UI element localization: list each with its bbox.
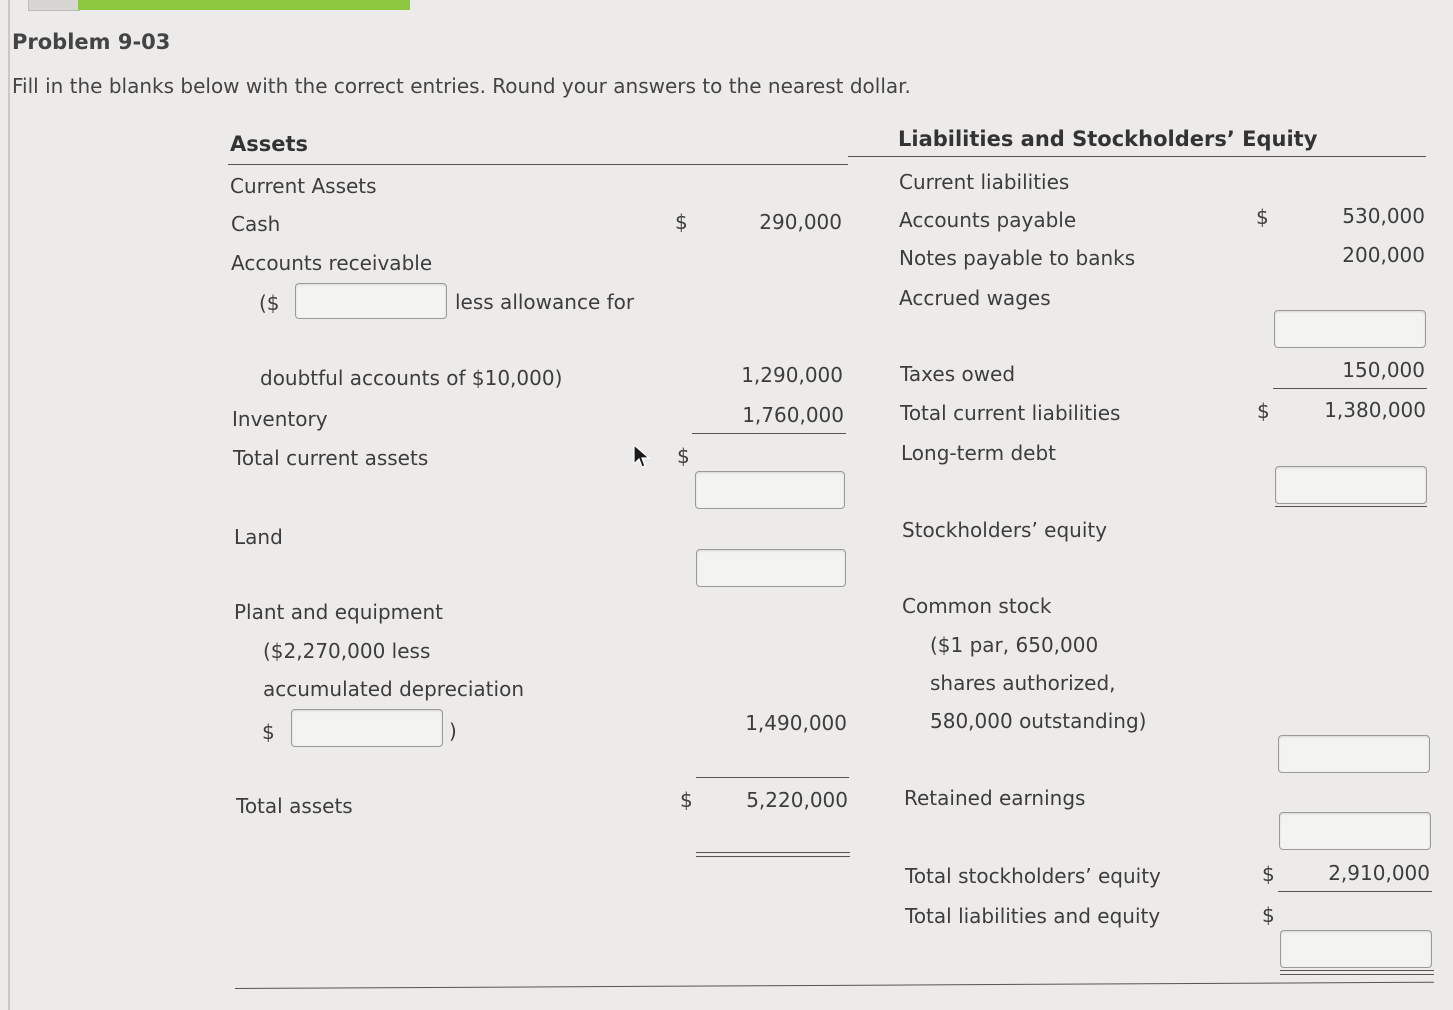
current-liabilities-label: Current liabilities	[899, 170, 1070, 194]
taxes-owed-label: Taxes owed	[900, 362, 1016, 386]
problem-title: Problem 9-03	[12, 30, 171, 54]
ar-net-value: 1,290,000	[741, 363, 843, 387]
accounts-receivable-label: Accounts receivable	[231, 251, 433, 275]
plant-net-value: 1,490,000	[745, 711, 847, 735]
total-current-assets-dollar: $	[677, 444, 690, 468]
total-liabilities-equity-input[interactable]	[1280, 930, 1432, 968]
total-stockholders-equity-label: Total stockholders’ equity	[905, 864, 1161, 888]
accounts-payable-dollar: $	[1256, 205, 1269, 229]
plant-close-paren: )	[449, 719, 457, 743]
inventory-label: Inventory	[232, 407, 328, 431]
accounts-payable-value: 530,000	[1342, 204, 1425, 228]
common-stock-label: Common stock	[902, 594, 1052, 618]
current-assets-label: Current Assets	[230, 174, 377, 198]
cash-label: Cash	[231, 212, 281, 236]
ar-less-allowance-text: less allowance for	[455, 290, 635, 314]
inventory-sum-rule	[692, 433, 846, 434]
plant-accum-dep-text: accumulated depreciation	[263, 677, 524, 701]
top-progress-bar	[78, 0, 410, 10]
long-term-debt-label: Long-term debt	[901, 441, 1057, 465]
land-label: Land	[234, 525, 283, 549]
mouse-pointer-icon	[633, 444, 651, 470]
table-bottom-rule	[235, 982, 1434, 989]
accrued-wages-input[interactable]	[1274, 310, 1426, 348]
plant-equipment-label: Plant and equipment	[234, 600, 443, 624]
accrued-wages-label: Accrued wages	[899, 286, 1051, 310]
notes-payable-value: 200,000	[1342, 243, 1425, 267]
plant-dep-dollar: $	[262, 720, 275, 744]
total-assets-double-rule-top	[696, 852, 850, 853]
ar-doubtful-accounts-text: doubtful accounts of $10,000)	[260, 366, 563, 390]
taxes-owed-sum-rule	[1273, 388, 1427, 389]
liabilities-header: Liabilities and Stockholders’ Equity	[898, 127, 1318, 151]
accumulated-depreciation-input[interactable]	[291, 709, 443, 747]
accounts-payable-label: Accounts payable	[899, 208, 1077, 232]
top-tab-inactive[interactable]	[28, 0, 80, 11]
land-input[interactable]	[696, 549, 846, 587]
total-current-assets-input[interactable]	[695, 471, 845, 509]
taxes-owed-value: 150,000	[1342, 358, 1425, 382]
total-liab-equity-double-rule-bottom	[1280, 974, 1434, 975]
ar-open-paren: ($	[259, 291, 280, 315]
ar-gross-input[interactable]	[295, 283, 447, 319]
total-current-liabilities-label: Total current liabilities	[900, 401, 1121, 425]
total-stockholders-equity-dollar: $	[1262, 862, 1275, 886]
assets-header: Assets	[230, 132, 309, 156]
page-left-border	[8, 0, 10, 1010]
assets-header-rule	[228, 164, 848, 165]
retained-earnings-label: Retained earnings	[904, 786, 1086, 810]
total-stockholders-equity-value: 2,910,000	[1328, 861, 1430, 885]
notes-payable-label: Notes payable to banks	[899, 246, 1136, 270]
total-assets-dollar: $	[680, 788, 693, 812]
problem-instructions: Fill in the blanks below with the correct entries. Round your answers to the nearest dollar.	[12, 74, 911, 98]
stockholders-equity-label: Stockholders’ equity	[902, 518, 1108, 542]
total-liab-equity-double-rule-top	[1280, 970, 1434, 971]
retained-earnings-input[interactable]	[1279, 812, 1431, 850]
long-term-debt-input[interactable]	[1275, 466, 1427, 504]
total-assets-value: 5,220,000	[746, 788, 848, 812]
inventory-value: 1,760,000	[742, 403, 844, 427]
liabilities-header-rule	[848, 156, 1426, 157]
common-stock-authorized-text: shares authorized,	[930, 671, 1116, 695]
total-current-liabilities-dollar: $	[1257, 399, 1270, 423]
total-liabilities-equity-dollar: $	[1262, 903, 1275, 927]
cash-dollar-sign: $	[675, 210, 688, 234]
long-term-debt-sum-rule	[1275, 506, 1427, 507]
plant-sum-rule	[696, 777, 849, 778]
common-stock-outstanding-text: 580,000 outstanding)	[930, 709, 1147, 733]
total-current-liabilities-value: 1,380,000	[1324, 398, 1426, 422]
total-assets-label: Total assets	[236, 794, 353, 818]
plant-gross-text: ($2,270,000 less	[263, 639, 431, 663]
common-stock-par-text: ($1 par, 650,000	[930, 633, 1099, 657]
common-stock-input[interactable]	[1278, 735, 1430, 773]
total-liabilities-equity-label: Total liabilities and equity	[905, 904, 1161, 928]
total-assets-double-rule-bottom	[696, 856, 850, 857]
cash-value: 290,000	[759, 210, 842, 234]
total-current-assets-label: Total current assets	[233, 446, 429, 470]
total-equity-sum-rule	[1278, 891, 1432, 892]
